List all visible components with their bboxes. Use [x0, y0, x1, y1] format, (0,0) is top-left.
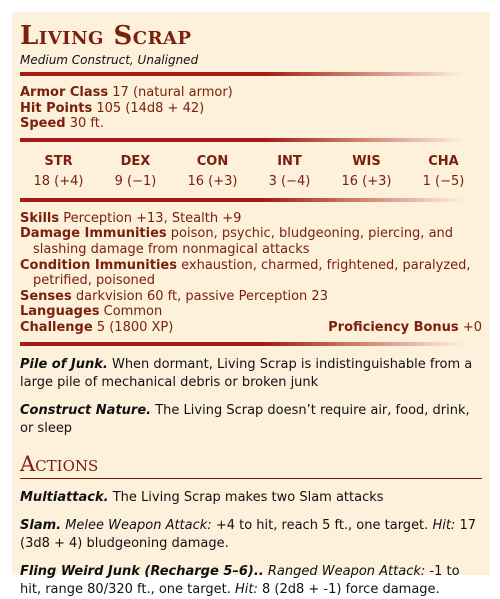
ability-wis: WIS 16 (+3) [341, 153, 392, 189]
ability-cha: CHA 1 (−5) [422, 153, 465, 189]
trait-pile-of-junk: Pile of Junk. When dormant, Living Scrap is indistinguishable from a large pile of mechanical debris or broken junk [20, 356, 473, 390]
divider [20, 198, 464, 202]
divider [20, 72, 464, 76]
core-attributes [20, 85, 482, 132]
damage-immunities: Damage Immunities poison, psychic, bludgeoning, piercing, and slashing damage from nonmagical attacks [20, 226, 454, 257]
speed: Speed 30 ft. [20, 116, 105, 132]
skills: Skills Perception +13, Stealth +9 [20, 210, 242, 226]
ability-int: INT 3 (−4) [268, 153, 311, 189]
senses: Senses darkvision 60 ft, passive Perception 23 [20, 288, 328, 304]
creature-type: Medium Construct, Unaligned [20, 53, 199, 67]
ability-str: STR 18 (+4) [33, 153, 84, 189]
proficiency-bonus: Proficiency Bonus +0 [328, 319, 482, 335]
ability-scores [20, 154, 482, 190]
ability-con: CON 16 (+3) [187, 153, 238, 189]
condition-immunities: Condition Immunities exhaustion, charmed, frightened, paralyzed, petrified, poisoned [20, 257, 471, 289]
challenge: Challenge 5 (1800 XP) [20, 319, 174, 335]
languages: Languages Common [20, 304, 163, 320]
armor-class: Armor Class 17 (natural armor) [20, 85, 233, 100]
action-fling-weird-junk: Fling Weird Junk (Recharge 5–6).. Ranged Weapon Attack: -1 to hit, range 80/320 ft., one target. Hit: 8 (2d8 + -1) force damage. [20, 563, 460, 597]
creature-name: Living Scrap [20, 21, 192, 51]
divider [20, 138, 464, 142]
action-multiattack: Multiattack. The Living Scrap makes two Slam attacks [20, 489, 384, 505]
trait-construct-nature: Construct Nature. The Living Scrap doesn’t require air, food, drink, or sleep [20, 402, 470, 436]
actions-heading: Actions [20, 452, 482, 479]
challenge-row [20, 320, 482, 336]
hit-points: Hit Points 105 (14d8 + 42) [20, 100, 205, 116]
stat-block [12, 12, 490, 597]
action-slam: Slam. Melee Weapon Attack: +4 to hit, reach 5 ft., one target. Hit: 17 (3d8 + 4) bludgeoning damage. [20, 517, 476, 551]
divider [20, 342, 464, 346]
properties [20, 211, 482, 336]
ability-dex: DEX 9 (−1) [114, 153, 157, 189]
